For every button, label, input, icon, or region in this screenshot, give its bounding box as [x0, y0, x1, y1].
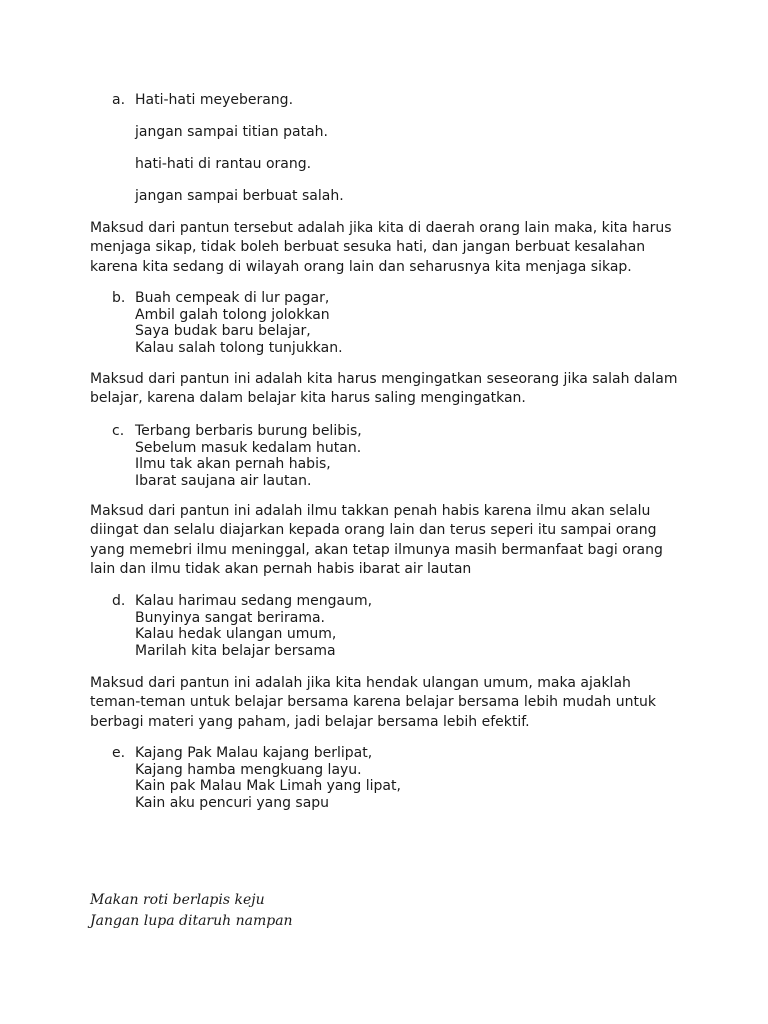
verse-line: Hati-hati meyeberang. — [135, 92, 294, 108]
verse-line: hati-hati di rantau orang. — [135, 156, 312, 172]
text-line: belajar, karena dalam belajar kita harus saling mengingatkan. — [90, 390, 526, 407]
verse-line: Bunyinya sangat berirama. — [135, 609, 326, 626]
verse-line: Kain pak Malau Mak Limah yang lipat, — [135, 778, 401, 794]
explanation-paragraph-1 — [90, 219, 690, 277]
verse-line: Ilmu tak akan pernah habis, — [135, 456, 331, 472]
list-marker: e. — [112, 745, 126, 761]
verse-line: Saya budak baru belajar, — [135, 323, 311, 339]
explanation-paragraph-3 — [90, 502, 690, 579]
verse-line: Marilah kita belajar bersama — [135, 642, 336, 659]
text-line: lain dan ilmu tidak akan pernah habis ibarat air lautan — [90, 560, 472, 577]
verse-line: Ibarat saujana air lautan. — [135, 472, 312, 489]
list-marker: a. — [112, 92, 126, 108]
pantun-d — [112, 593, 712, 659]
verse-line: Kalau harimau sedang mengaum, — [135, 593, 373, 609]
text-line: berbagi materi yang paham, jadi belajar bersama lebih efektif. — [90, 713, 530, 730]
verse-line: Kajang hamba mengkuang layu. — [135, 761, 362, 778]
text-line: karena kita sedang di wilayah orang lain dan seharusnya kita menjaga sikap. — [90, 258, 632, 275]
text-line: yang memebri ilmu meninggal, akan tetap ilmunya masih bermanfaat bagi orang — [90, 541, 663, 558]
text-line: Maksud dari pantun tersebut adalah jika kita di daerah orang lain maka, kita harus — [90, 220, 672, 236]
verse-line: Buah cempeak di lur pagar, — [135, 290, 330, 306]
text-line: menjaga sikap, tidak boleh berbuat sesuka hati, dan jangan berbuat kesalahan — [90, 239, 646, 256]
verse-line: Kajang Pak Malau kajang berlipat, — [135, 745, 373, 761]
pantun-b — [112, 290, 712, 356]
explanation-paragraph-2 — [90, 370, 690, 409]
list-marker: b. — [112, 290, 126, 306]
verse-line: Kalau hedak ulangan umum, — [135, 626, 337, 642]
list-marker: d. — [112, 593, 126, 609]
closing-pantun — [90, 890, 293, 932]
closing-line-1: Makan roti berlapis keju — [90, 892, 265, 908]
closing-line-2: Jangan lupa ditaruh nampan — [90, 913, 293, 929]
verse-line: Terbang berbaris burung belibis, — [135, 423, 362, 439]
text-line: diingat dan selalu diajarkan kepada orang lain dan terus seperi itu sampai orang — [90, 522, 657, 539]
text-line: Maksud dari pantun ini adalah ilmu takkan penah habis karena ilmu akan selalu — [90, 503, 651, 519]
explanation-paragraph-4 — [90, 674, 690, 732]
verse-line: Kain aku pencuri yang sapu — [135, 794, 330, 811]
verse-line: Sebelum masuk kedalam hutan. — [135, 439, 362, 456]
pantun-c — [112, 423, 712, 489]
text-line: Maksud dari pantun ini adalah jika kita hendak ulangan umum, maka ajaklah — [90, 675, 631, 691]
list-marker: c. — [112, 423, 125, 439]
pantun-e — [112, 745, 712, 811]
verse-line: Kalau salah tolong tunjukkan. — [135, 339, 343, 356]
pantun-a — [112, 92, 712, 220]
verse-line: Ambil galah tolong jolokkan — [135, 306, 330, 323]
verse-line: jangan sampai berbuat salah. — [135, 188, 344, 204]
text-line: teman-teman untuk belajar bersama karena belajar bersama lebih mudah untuk — [90, 694, 656, 711]
text-line: Maksud dari pantun ini adalah kita harus mengingatkan seseorang jika salah dalam — [90, 371, 678, 387]
verse-line: jangan sampai titian patah. — [135, 124, 328, 140]
